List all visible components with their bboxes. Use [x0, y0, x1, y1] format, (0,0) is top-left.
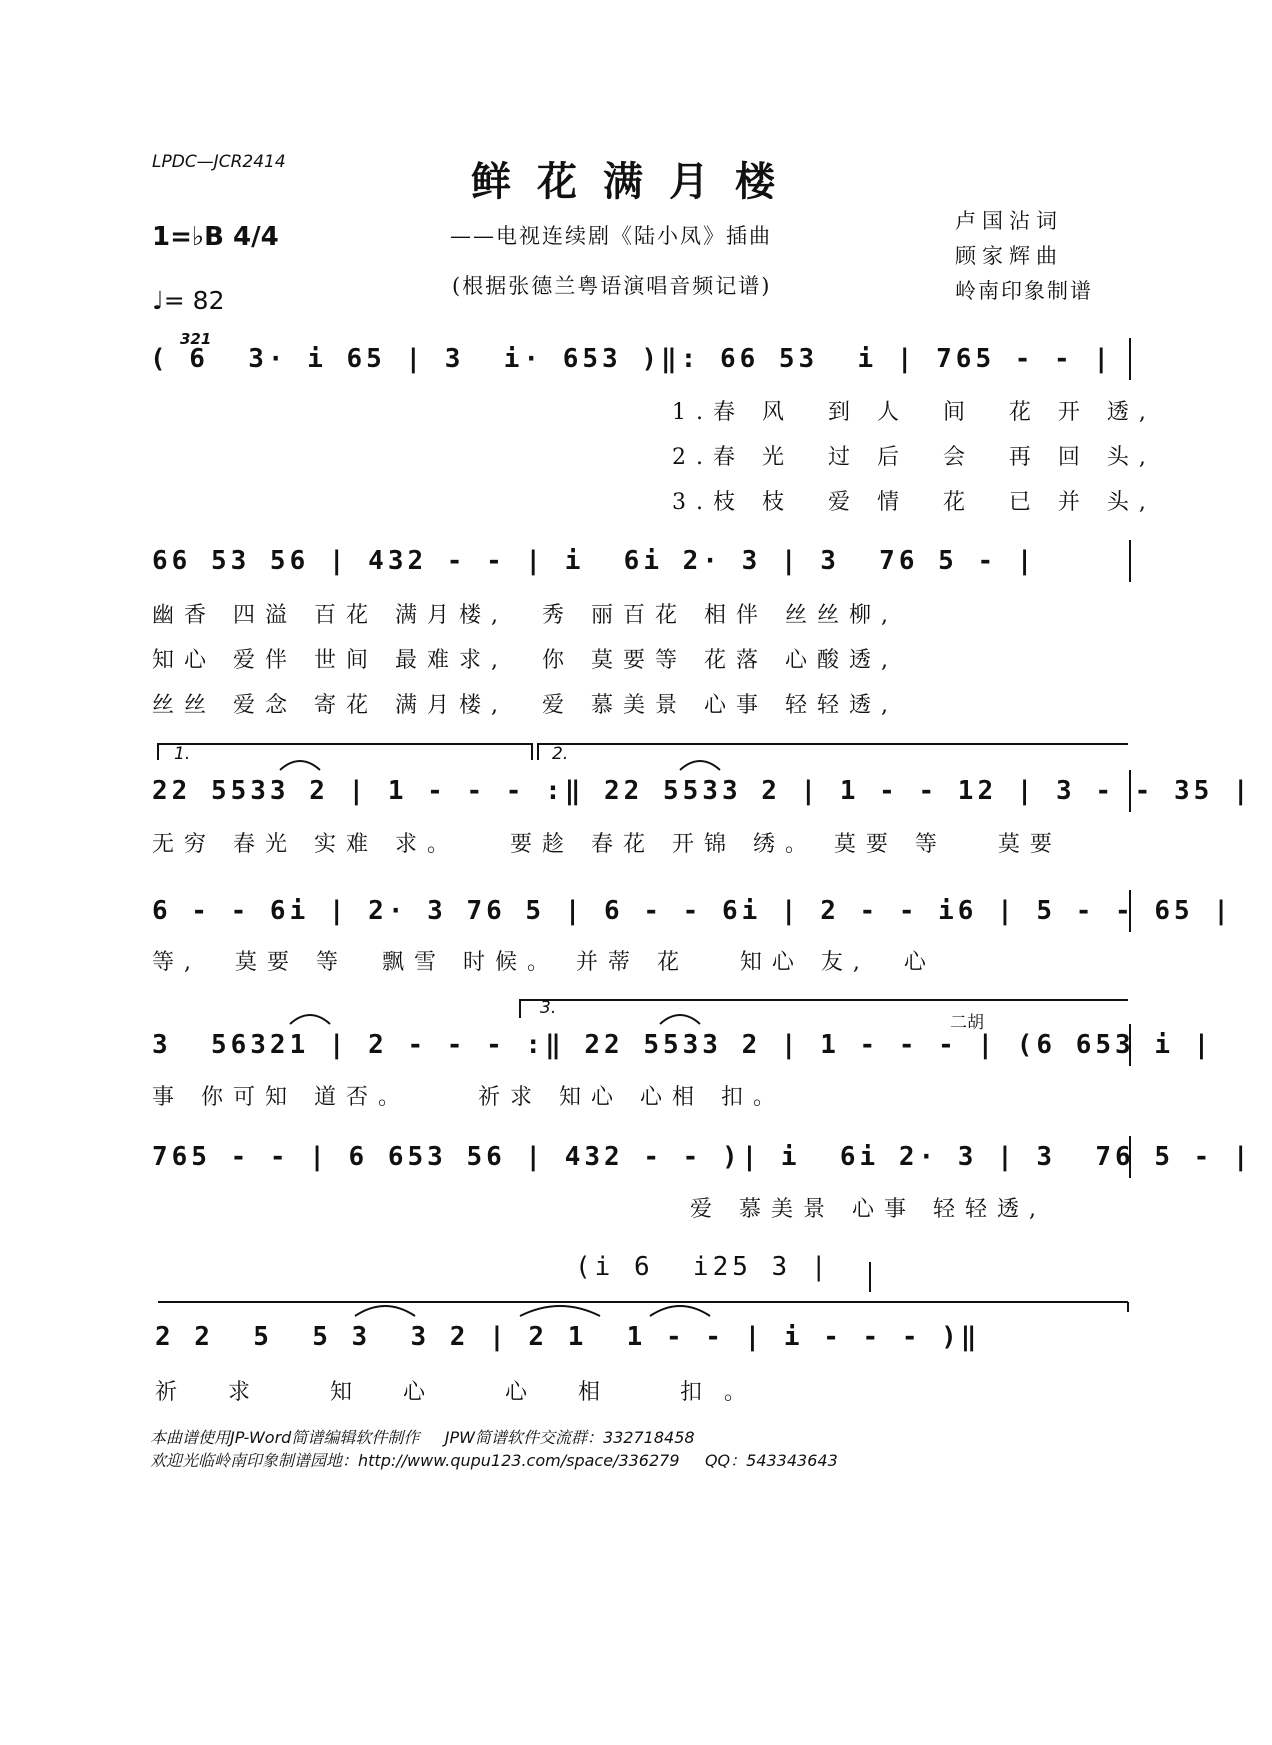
lyric-row-1-verse-1: 1.春 风 到 人 间 花 开 透, [672, 400, 1156, 425]
notation-row-1: ( 6 3· i 65 | 3 i· 653 )‖: 66 53 i | 765 - - | [150, 344, 1114, 374]
key-signature: 1=♭B 4/4 [152, 222, 279, 252]
lyric-row-4: 等, 莫要 等 飘雪 时候。 并蒂 花 知心 友, 心 [152, 950, 936, 975]
instrument-label: 二胡 [950, 1013, 984, 1033]
notation-row-2: 66 53 56 | 432 - - | i 6i 2· 3 | 3 76 5 - | [152, 546, 1037, 576]
grace-notes: 321 [180, 330, 212, 348]
volta-2-label: 2. [552, 744, 569, 764]
lyric-row-1-verse-2: 2.春 光 过 后 会 再 回 头, [672, 445, 1156, 470]
song-title: 鲜花满月楼 [471, 158, 801, 205]
notation-row-5: 3 56321 | 2 - - - :‖ 22 5533 2 | 1 - - - | (6 653 i | [152, 1030, 1214, 1060]
lyric-row-3: 无穷 春光 实难 求。 要趁 春花 开锦 绣。 莫要 等 莫要 [152, 832, 1062, 857]
song-subtitle: ——电视连续剧《陆小凤》插曲 [450, 224, 772, 248]
composer-credit: 顾家辉曲 [955, 244, 1063, 268]
lyric-row-6: 爱 慕美景 心事 轻轻透, [690, 1197, 1046, 1222]
lyric-row-7: 祈 求 知 心 心 相 扣。 [155, 1380, 768, 1405]
notation-row-4: 6 - - 6i | 2· 3 76 5 | 6 - - 6i | 2 - - i6 | 5 - - 65 | [152, 896, 1233, 926]
transcription-note: (根据张德兰粤语演唱音频记谱) [452, 274, 772, 298]
footer-line-1: 本曲谱使用JP-Word简谱编辑软件制作 JPW简谱软件交流群：332718458 [150, 1428, 695, 1447]
instrumental-upper-line: (i 6 i25 3 | [575, 1252, 831, 1282]
lyricist-credit: 卢国沾词 [955, 209, 1063, 233]
footer-line-2: 欢迎光临岭南印象制谱园地：http://www.qupu123.com/space/336279 QQ：543343643 [150, 1451, 838, 1470]
tempo-marking: ♩= 82 [152, 286, 225, 315]
volta-1-label: 1. [174, 744, 191, 764]
notation-row-7: 2 2 5 5 3 3 2 | 2 1 1 - - | i - - - )‖ [155, 1322, 981, 1352]
volta-3-label: 3. [540, 998, 557, 1018]
lyric-row-5: 事 你可知 道否。 祈求 知心 心相 扣。 [152, 1085, 785, 1110]
lyric-row-2-verse-3: 丝丝 爱念 寄花 满月楼, 爱 慕美景 心事 轻轻透, [152, 693, 898, 718]
score-code: LPDC—JCR2414 [152, 152, 286, 172]
notation-row-6: 765 - - | 6 653 56 | 432 - - )| i 6i 2· 3 | 3 76 5 - | [152, 1142, 1253, 1172]
lyric-row-1-verse-3: 3.枝 枝 爱 情 花 已 并 头, [672, 490, 1156, 515]
lyric-row-2-verse-2: 知心 爱伴 世间 最难求, 你 莫要等 花落 心酸透, [152, 648, 898, 673]
arranger-credit: 岭南印象制谱 [955, 279, 1093, 303]
notation-row-3: 22 5533 2 | 1 - - - :‖ 22 5533 2 | 1 - - 12 | 3 - - 35 | [152, 776, 1253, 806]
lyric-row-2-verse-1: 幽香 四溢 百花 满月楼, 秀 丽百花 相伴 丝丝柳, [152, 603, 898, 628]
